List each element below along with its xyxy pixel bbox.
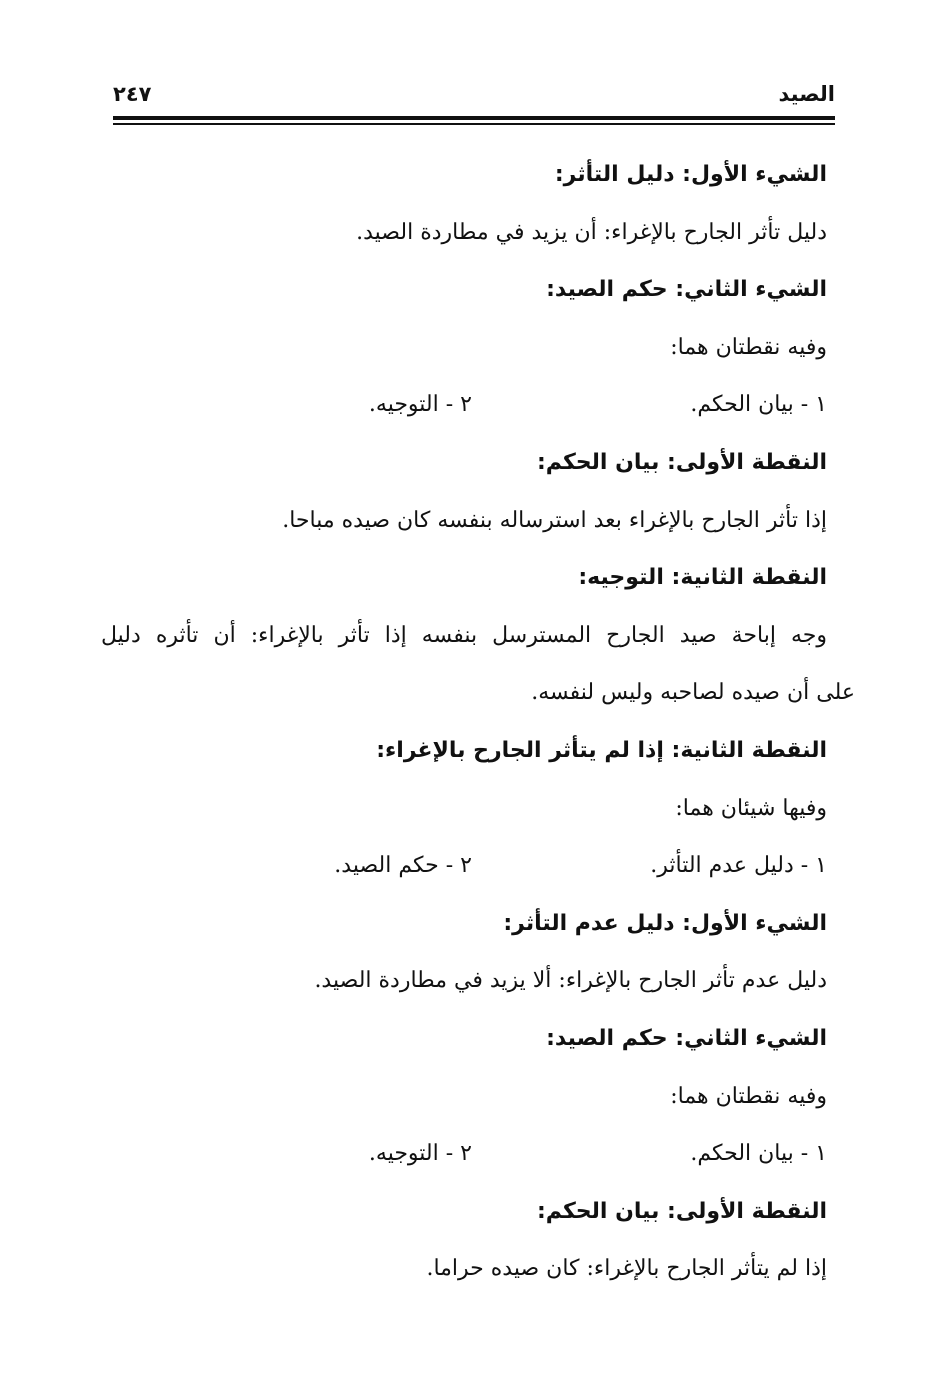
- body-line: وفيه نقطتان هما:: [670, 1083, 827, 1109]
- section-heading: النقطة الثانية: إذا لم يتأثر الجارح بالإغراء:: [376, 737, 827, 763]
- list-item: ١ - بيان الحكم.: [690, 1141, 827, 1167]
- section-heading: النقطة الأولى: بيان الحكم:: [536, 449, 827, 475]
- header-rule-thick: [113, 116, 835, 120]
- section-heading: الشيء الثاني: حكم الصيد:: [546, 277, 827, 303]
- numbered-list-row: [101, 837, 827, 895]
- section-heading: الشيء الأول: دليل التأثر:: [554, 162, 827, 187]
- body-line: وفيها شيئان هما:: [675, 795, 827, 821]
- numbered-list-row: [101, 1125, 827, 1183]
- section-heading: النقطة الأولى: بيان الحكم:: [536, 1198, 827, 1224]
- section-heading: الشيء الثاني: حكم الصيد:: [546, 1025, 827, 1051]
- header-rule-thin: [113, 123, 835, 125]
- body-line: دليل تأثر الجارح بالإغراء: أن يزيد في مطاردة الصيد.: [356, 219, 827, 245]
- numbered-list-row: [101, 376, 827, 434]
- body-line: إذا تأثر الجارح بالإغراء بعد استرساله بنفسه كان صيده مباحا.: [282, 507, 827, 533]
- body-line: إذا لم يتأثر الجارح بالإغراء: كان صيده حراما.: [426, 1256, 827, 1282]
- chapter-title: الصيد: [778, 82, 835, 106]
- running-header: [113, 78, 835, 114]
- list-item: ٢ - التوجيه.: [368, 392, 472, 418]
- list-item: ١ - بيان الحكم.: [690, 392, 827, 418]
- section-heading: النقطة الثانية: التوجيه:: [578, 565, 827, 591]
- body-line: على أن صيده لصاحبه وليس لنفسه.: [531, 680, 855, 706]
- section-heading: الشيء الأول: دليل عدم التأثر:: [503, 910, 827, 936]
- list-item: ٢ - التوجيه.: [368, 1141, 472, 1167]
- page-body: [101, 146, 855, 1298]
- list-item: ٢ - حكم الصيد.: [334, 853, 472, 879]
- body-line: دليل عدم تأثر الجارح بالإغراء: ألا يزيد في مطاردة الصيد.: [314, 968, 827, 994]
- body-line: وجه إباحة صيد الجارح المسترسل بنفسه إذا تأثر بالإغراء: أن تأثره دليل: [101, 622, 827, 648]
- list-item: ١ - دليل عدم التأثر.: [650, 853, 827, 879]
- body-line: وفيه نقطتان هما:: [670, 334, 827, 360]
- page-number: ٢٤٧: [113, 82, 152, 106]
